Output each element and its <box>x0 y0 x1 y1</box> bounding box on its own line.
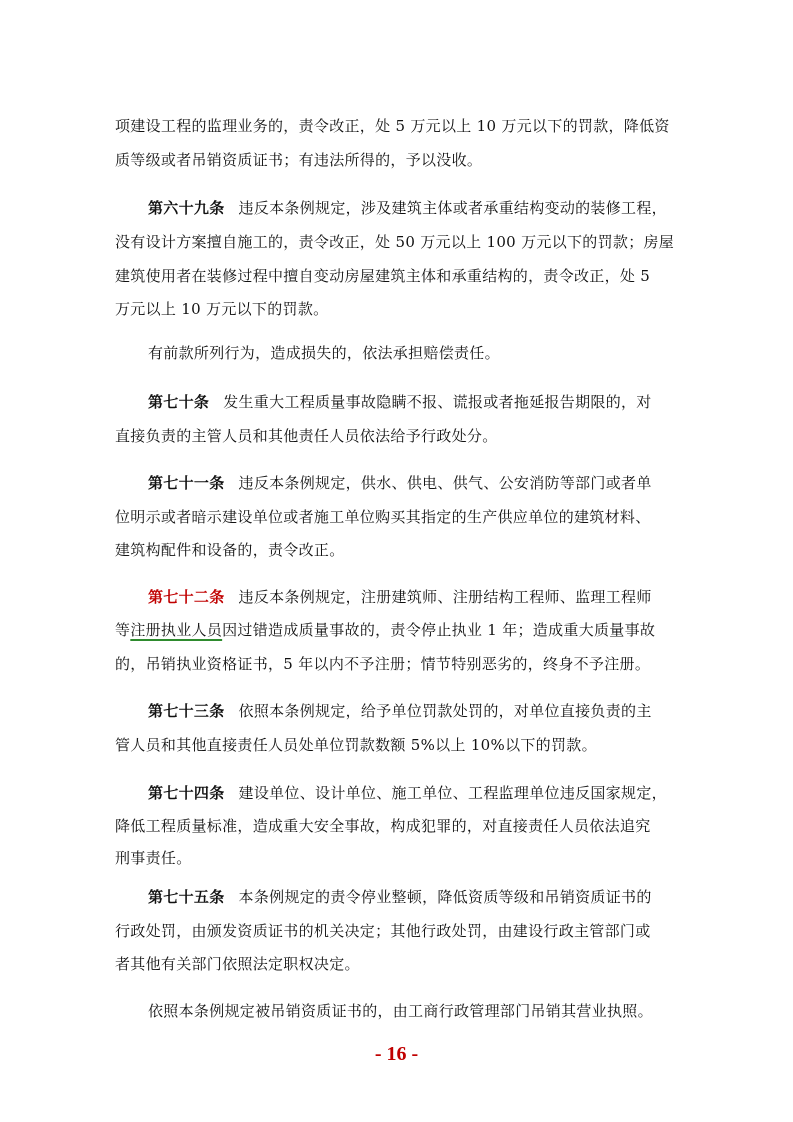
article-75-line <box>148 887 652 907</box>
text-line: 直接负责的主管人员和其他责任人员依法给予行政处分。 <box>115 427 498 445</box>
article-74-title: 第七十四条 <box>148 784 225 802</box>
article-73-line <box>148 701 652 721</box>
page-number: - 16 - <box>374 1043 419 1065</box>
text-line: 降低工程质量标准，造成重大安全事故，构成犯罪的，对直接责任人员依法追究 <box>115 817 651 835</box>
article-70-line <box>148 392 652 412</box>
article-75-text: 本条例规定的责令停业整顿，降低资质等级和吊销资质证书的 <box>238 888 652 906</box>
article-74-text: 建设单位、设计单位、施工单位、工程监理单位违反国家规定， <box>238 784 667 802</box>
article-72-line-2 <box>115 620 655 640</box>
text-line: 建筑构配件和设备的，责令改正。 <box>115 541 345 559</box>
text-fragment: 等 <box>115 621 131 639</box>
text-fragment: 因过错造成质量事故的，责令停止执业 1 年；造成重大质量事故 <box>222 621 656 639</box>
article-72-text: 违反本条例规定，注册建筑师、注册结构工程师、监理工程师 <box>238 588 652 606</box>
underlined-term: 注册执业人员 <box>130 621 223 639</box>
text-line: 刑事责任。 <box>115 849 192 867</box>
paragraph-loss: 有前款所列行为，造成损失的，依法承担赔偿责任。 <box>148 344 500 362</box>
text-line: 质等级或者吊销资质证书；有违法所得的，予以没收。 <box>115 151 483 169</box>
article-71-line <box>148 473 652 493</box>
article-69-line <box>148 198 667 218</box>
article-72-title: 第七十二条 <box>148 588 225 606</box>
article-74-line <box>148 783 667 803</box>
article-71-text: 违反本条例规定，供水、供电、供气、公安消防等部门或者单 <box>238 474 652 492</box>
paragraph-license: 依照本条例规定被吊销资质证书的，由工商行政管理部门吊销其营业执照。 <box>148 1002 653 1020</box>
text-line: 没有设计方案擅自施工的，责令改正，处 50 万元以上 100 万元以下的罚款；房屋 <box>115 233 675 251</box>
article-72-line <box>148 587 652 607</box>
article-69-title: 第六十九条 <box>148 199 225 217</box>
text-line: 万元以上 10 万元以下的罚款。 <box>115 300 329 318</box>
text-line: 建筑使用者在装修过程中擅自变动房屋建筑主体和承重结构的，责令改正，处 5 <box>115 267 651 285</box>
article-70-text: 发生重大工程质量事故隐瞒不报、谎报或者拖延报告期限的，对 <box>223 393 652 411</box>
article-69-text: 违反本条例规定，涉及建筑主体或者承重结构变动的装修工程， <box>238 199 667 217</box>
article-75-title: 第七十五条 <box>148 888 225 906</box>
text-line: 者其他有关部门依照法定职权决定。 <box>115 955 360 973</box>
article-70-title: 第七十条 <box>148 393 210 411</box>
text-line: 位明示或者暗示建设单位或者施工单位购买其指定的生产供应单位的建筑材料、 <box>115 508 651 526</box>
article-73-title: 第七十三条 <box>148 702 225 720</box>
text-line: 的，吊销执业资格证书，5 年以内不予注册；情节特别恶劣的，终身不予注册。 <box>115 655 651 673</box>
article-73-text: 依照本条例规定，给予单位罚款处罚的，对单位直接负责的主 <box>238 702 652 720</box>
article-71-title: 第七十一条 <box>148 474 225 492</box>
text-line: 行政处罚，由颁发资质证书的机关决定；其他行政处罚，由建设行政主管部门或 <box>115 922 651 940</box>
text-line: 管人员和其他直接责任人员处单位罚款数额 5%以上 10%以下的罚款。 <box>115 736 597 754</box>
text-line: 项建设工程的监理业务的，责令改正，处 5 万元以上 10 万元以下的罚款，降低资 <box>115 117 670 135</box>
